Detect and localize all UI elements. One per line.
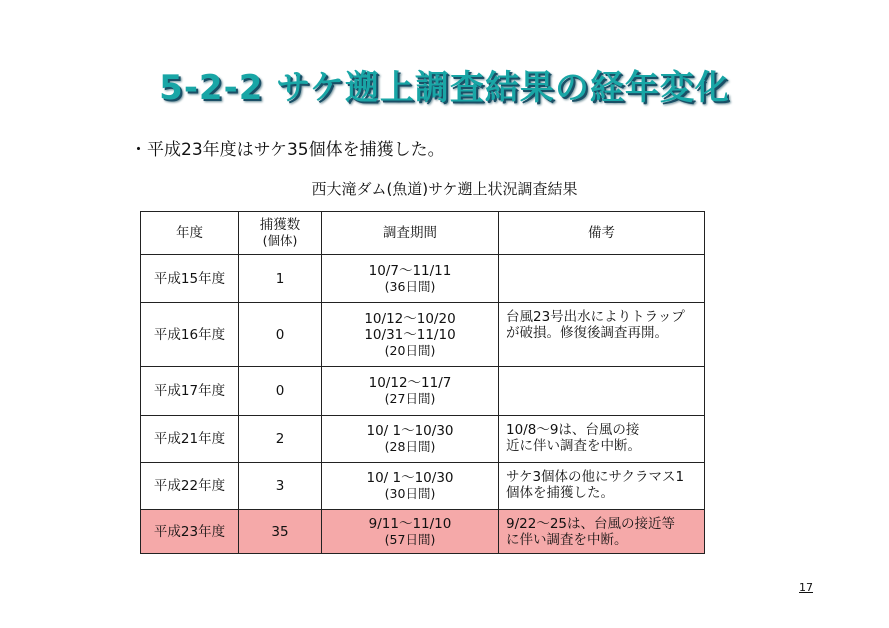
row-period [322, 416, 499, 463]
note-line1: 台風23号出水によりトラップ [506, 309, 685, 325]
row-count: 1 [239, 255, 322, 303]
row-year: 平成23年度 [141, 510, 239, 554]
row-count: 0 [239, 367, 322, 416]
period-range: 10/ 1～10/30 [366, 470, 454, 486]
period-range: 10/ 1～10/30 [366, 423, 454, 439]
row-period [322, 510, 499, 554]
table-row [141, 303, 705, 367]
row-period [322, 463, 499, 510]
row-period [322, 255, 499, 303]
row-note [499, 416, 705, 463]
period-range-2: 10/31～11/10 [364, 326, 456, 343]
table-row-highlighted [141, 510, 705, 554]
page-title: 5-2-2 サケ遡上調査結果の経年変化 [159, 68, 730, 108]
header-note: 備考 [499, 212, 705, 255]
note-line2: 個体を捕獲した。 [506, 485, 614, 501]
row-period [322, 303, 499, 367]
row-note [499, 303, 705, 367]
period-range: 10/12～10/20 [364, 310, 456, 327]
period-range: 10/7～11/11 [368, 262, 452, 279]
row-note [499, 367, 705, 416]
table-row [141, 416, 705, 463]
header-count-line1: 捕獲数 [259, 217, 301, 233]
header-count-line2: (個体) [262, 233, 298, 248]
row-year: 平成17年度 [141, 367, 239, 416]
row-note [499, 463, 705, 510]
header-year: 年度 [141, 212, 239, 255]
table-row [141, 255, 705, 303]
period-days: (57日間) [384, 531, 436, 547]
period-range: 10/12～11/7 [368, 375, 452, 391]
table-row [141, 367, 705, 416]
row-note [499, 510, 705, 554]
page-number: 17 [799, 581, 813, 594]
period-days: (28日間) [384, 439, 436, 454]
row-count: 2 [239, 416, 322, 463]
period-days: (27日間) [384, 391, 436, 406]
note-line1: サケ3個体の他にサクラマス1 [506, 469, 685, 485]
row-year: 平成21年度 [141, 416, 239, 463]
row-note [499, 255, 705, 303]
period-days: (36日間) [384, 278, 436, 294]
header-count [239, 212, 322, 255]
note-line1: 9/22～25は、台風の接近等 [506, 516, 675, 532]
summary-bullet: ・平成23年度はサケ35個体を捕獲した。 [130, 140, 445, 160]
period-days: (20日間) [384, 342, 436, 358]
table-caption: 西大滝ダム(魚道)サケ遡上状況調査結果 [311, 180, 578, 198]
row-year: 平成15年度 [141, 255, 239, 303]
row-year: 平成16年度 [141, 303, 239, 367]
results-table [140, 211, 705, 554]
note-line2: 近に伴い調査を中断。 [506, 438, 641, 454]
note-line2: が破損。修復後調査再開。 [506, 325, 668, 341]
header-period: 調査期間 [322, 212, 499, 255]
row-period [322, 367, 499, 416]
row-count: 35 [239, 510, 322, 554]
row-count: 3 [239, 463, 322, 510]
row-count: 0 [239, 303, 322, 367]
row-year: 平成22年度 [141, 463, 239, 510]
note-line1: 10/8～9は、台風の接 [506, 422, 640, 438]
note-line2: に伴い調査を中断。 [506, 532, 628, 548]
period-range: 9/11～11/10 [368, 515, 452, 532]
table-row [141, 463, 705, 510]
table-header-row [141, 212, 705, 255]
period-days: (30日間) [384, 486, 436, 501]
